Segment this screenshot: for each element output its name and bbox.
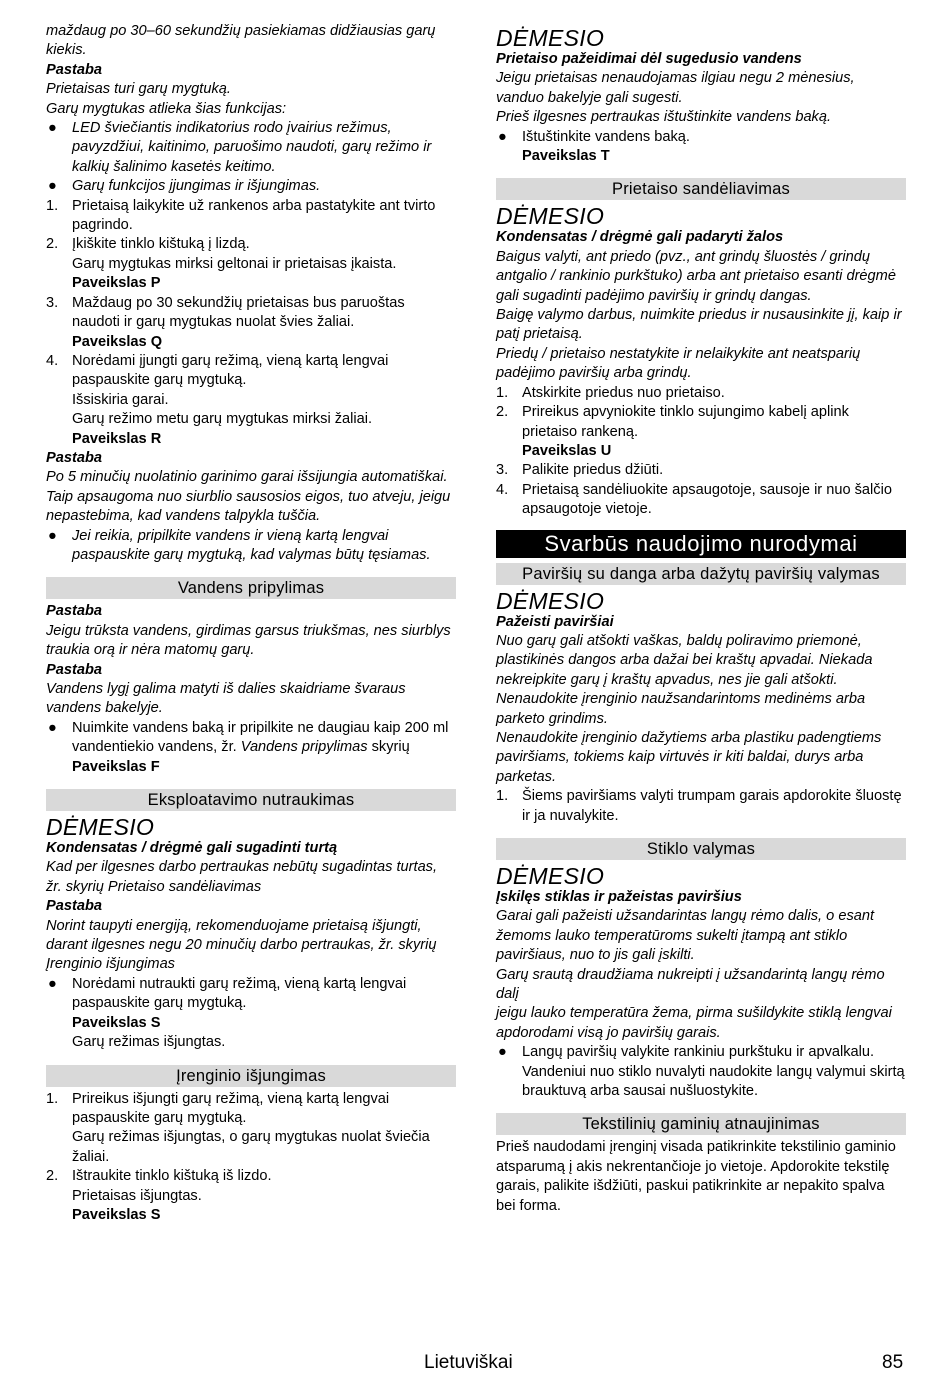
warning-title: DĖMESIO bbox=[496, 25, 605, 51]
warning-subtitle: Prietaiso pažeidimai dėl sugedusio vandens bbox=[496, 51, 802, 67]
bullet-item: ● Jei reikia, pripilkite vandens ir vieną kartą lengvai paspauskite garų mygtuką, kad valymas būtų tęsiamas. bbox=[48, 527, 431, 563]
step-detail: Išsiskiria garai. bbox=[72, 391, 169, 408]
section-heading: Paviršių su danga arba dažytų paviršių valymas bbox=[496, 563, 906, 585]
step-item: 4. Prietaisą sandėliuokite apsaugotoje, sausoje ir nuo šalčio apsaugotoje vietoje. bbox=[496, 481, 892, 518]
figure-reference: Paveikslas F bbox=[72, 758, 160, 775]
figure-reference: Paveikslas P bbox=[72, 275, 161, 292]
step-item: 4. Norėdami įjungti garų režimą, vieną kartą lengvai paspauskite garų mygtuką. bbox=[46, 352, 389, 389]
figure-reference: Paveikslas Q bbox=[72, 333, 163, 350]
paragraph: maždaug po 30–60 sekundžių pasiekiamas didžiausias garų kiekis. bbox=[46, 23, 436, 59]
paragraph: Kad per ilgesnes darbo pertraukas nebūtų sugadintas turtas, žr. skyrių Prietaiso sandėliavimas bbox=[46, 859, 438, 895]
section-heading: Įrenginio išjungimas bbox=[46, 1065, 456, 1087]
step-item: 3. Palikite priedus džiūti. bbox=[496, 462, 664, 479]
figure-reference: Paveikslas U bbox=[522, 442, 612, 459]
paragraph: Garų mygtukas atlieka šias funkcijas: bbox=[46, 100, 287, 117]
step-item: 2. Įkiškite tinklo kištuką į lizdą. bbox=[46, 236, 250, 253]
section-heading: Vandens pripylimas bbox=[46, 577, 456, 599]
step-detail: Garų režimas išjungtas. bbox=[72, 1034, 226, 1051]
paragraph: Baigę valymo darbus, nuimkite priedus ir nusausinkite jį, kaip ir patį prietaisą. bbox=[496, 307, 902, 343]
step-item: 2. Ištraukite tinklo kištuką iš lizdo. bbox=[46, 1168, 272, 1185]
note-heading: Pastaba bbox=[46, 661, 102, 678]
bullet-item: ● Ištuštinkite vandens baką. bbox=[496, 128, 906, 147]
paragraph: Norint taupyti energiją, rekomenduojame prietaisą išjungti, darant ilgesnes negu 20 minučių darbo pertraukas, žr. skyrių Įrenginio išjungimas bbox=[46, 917, 437, 973]
section-heading: Stiklo valymas bbox=[496, 838, 906, 860]
bullet-item: ● Garų funkcijos įjungimas ir išjungimas. bbox=[46, 177, 456, 196]
section-heading: Prietaiso sandėliavimas bbox=[496, 178, 906, 200]
warning-subtitle: Pažeisti paviršiai bbox=[496, 613, 614, 630]
warning-subtitle: Kondensatas / drėgmė gali sugadinti turtą bbox=[46, 840, 338, 857]
paragraph: Vandens lygį galima matyti iš dalies skaidriame švaraus vandens bakelyje. bbox=[46, 681, 406, 717]
step-item: 3. Maždaug po 30 sekundžių prietaisas bus paruoštas naudoti ir garų mygtukas nuolat švies žaliai. bbox=[46, 294, 405, 331]
note-heading: Pastaba bbox=[46, 603, 102, 620]
bullet-marker: ● bbox=[498, 1044, 507, 1061]
warning-title: DĖMESIO bbox=[496, 863, 605, 889]
paragraph: Jeigu prietaisas nenaudojamas ilgiau negu 2 mėnesius, vanduo bakelyje gali sugesti. bbox=[496, 70, 855, 106]
paragraph: Jeigu trūksta vandens, girdimas garsus triukšmas, nes siurblys traukia orą ir nėra matomų garų. bbox=[46, 622, 451, 659]
chapter-heading: Svarbūs naudojimo nurodymai bbox=[496, 530, 906, 558]
section-heading: Eksploatavimo nutraukimas bbox=[46, 789, 456, 811]
note-heading: Pastaba bbox=[46, 61, 102, 78]
bullet-marker: ● bbox=[498, 128, 507, 145]
bullet-marker: ● bbox=[48, 975, 57, 992]
figure-reference: Paveikslas T bbox=[522, 148, 610, 165]
step-detail: Garų režimo metu garų mygtukas mirksi žaliai. bbox=[72, 411, 373, 428]
bullet-marker: ● bbox=[48, 178, 57, 195]
page-number: 85 bbox=[882, 1352, 904, 1373]
step-detail: Garų mygtukas mirksi geltonai ir prietaisas įkaista. bbox=[72, 255, 397, 272]
figure-reference: Paveikslas S bbox=[72, 1206, 161, 1223]
right-column bbox=[496, 22, 906, 1216]
figure-reference: Paveikslas R bbox=[72, 430, 162, 447]
paragraph: Prietaisas turi garų mygtuką. bbox=[46, 81, 231, 98]
paragraph: Po 5 minučių nuolatinio garinimo garai išsijungia automatiškai. Taip apsaugoma nuo siurblio sausosios eigos, tuo atveju, jeigu nepastebima, kad vandens talpykla tuščia. bbox=[46, 469, 451, 525]
step-item: 1. Atskirkite priedus nuo prietaiso. bbox=[496, 384, 725, 401]
paragraph: Baigus valyti, ant priedo (pvz., ant grindų šluostės / grindų antgalio / rankinio purkštuko) arba ant prietaiso esanti drėgmė gali sugadinti padėjimo paviršių ir grindų dangas. bbox=[496, 248, 896, 304]
paragraph: Nuo garų gali atšokti vaškas, baldų poliravimo priemonė, plastikinės dangos arba dažai bei kraštų apvadai. Niekada nekreipkite garų į kraštų apvadus, nes jie gali atšokti. bbox=[496, 632, 873, 688]
left-column bbox=[46, 22, 456, 1225]
paragraph: Priedų / prietaiso nestatykite ir nelaikykite ant neatsparių padėjimo paviršių arba grindų. bbox=[496, 345, 861, 382]
step-item: 1. Prietaisą laikykite už rankenos arba pastatykite ant tvirto pagrindo. bbox=[46, 197, 436, 234]
step-item: 2. Prireikus apvyniokite tinklo sujungimo kabelį aplink prietaiso rankeną. bbox=[496, 404, 849, 440]
cross-reference: Vandens pripylimas bbox=[240, 739, 368, 756]
bullet-item: ● Norėdami nutraukti garų režimą, vieną kartą lengvai paspauskite garų mygtuką. bbox=[48, 975, 407, 1012]
paragraph: jeigu lauko temperatūra žema, pirma sušildykite stiklą lengvai apdorodami visą jo paviršių garais. bbox=[496, 1005, 892, 1041]
bullet-marker: ● bbox=[48, 120, 57, 137]
step-detail: Garų režimas išjungtas, o garų mygtukas nuolat šviečia žaliai. bbox=[72, 1129, 430, 1165]
bullet-marker: ● bbox=[48, 527, 57, 544]
warning-subtitle: Įskilęs stiklas ir pažeistas paviršius bbox=[496, 889, 742, 905]
footer-language: Lietuviškai bbox=[424, 1352, 513, 1373]
warning-subtitle: Kondensatas / drėgmė gali padaryti žalos bbox=[496, 229, 784, 246]
bullet-item: ● LED šviečiantis indikatorius rodo įvairius režimus, pavyzdžiui, kaitinimo, paruošimo naudoti, garų režimo ir kalkių šalinimo kasetės keitimo. bbox=[48, 120, 432, 175]
note-heading: Pastaba bbox=[46, 898, 102, 915]
paragraph: Garai gali pažeisti užsandarintas langų rėmo dalis, o esant žemoms lauko temperatūroms sukelti įtampą ant stiklo paviršiaus, nuo to jis gali įskilti. bbox=[496, 908, 875, 964]
paragraph: Prieš naudodami įrenginį visada patikrinkite tekstilinio gaminio atsparumą į akis nekrentančioje jo vietoje. Apdorokite tekstilę garais, palikite išdžiūti, paskui patikrinkite ar nepakito spalva bei forma. bbox=[496, 1139, 896, 1214]
paragraph: Prieš ilgesnes pertraukas ištuštinkite vandens baką. bbox=[496, 109, 832, 126]
figure-reference: Paveikslas S bbox=[72, 1014, 161, 1031]
bullet-item: ● Langų paviršių valykite rankiniu purkštuku ir apvalkalu. Vandeniui nuo stiklo nuvalyti naudokite langų valymui skirtą brauktuvą arba sausai nušluostykite. bbox=[498, 1044, 905, 1100]
bullet-marker: ● bbox=[48, 719, 57, 736]
warning-title: DĖMESIO bbox=[496, 203, 605, 230]
paragraph: Nenaudokite įrenginio naužsandarintoms medinėms arba parketo grindims. bbox=[496, 691, 866, 727]
warning-title: DĖMESIO bbox=[496, 587, 605, 614]
note-heading: Pastaba bbox=[46, 449, 102, 466]
paragraph: Garų srautą draudžiama nukreipti į užsandarintą langų rėmo dalį bbox=[496, 966, 885, 1003]
step-item: 1. Šiems paviršiams valyti trumpam garais apdorokite šluostę ir ja nuvalykite. bbox=[496, 788, 902, 824]
paragraph: Nenaudokite įrenginio dažytiems arba plastiku padengtiems paviršiams, tokiems kaip virtuvės ir kiti baldai, durys arba parketas. bbox=[496, 729, 882, 785]
step-detail: Prietaisas išjungtas. bbox=[72, 1187, 202, 1204]
section-heading: Tekstilinių gaminių atnaujinimas bbox=[496, 1113, 906, 1135]
warning-title: DĖMESIO bbox=[46, 814, 155, 841]
step-item: 1. Prireikus išjungti garų režimą, vieną kartą lengvai paspauskite garų mygtuką. bbox=[46, 1090, 390, 1126]
bullet-item: ● Nuimkite vandens baką ir pripilkite ne daugiau kaip 200 ml vandentiekio vandens, žr. Vandens pripylimas skyrių bbox=[48, 719, 449, 756]
